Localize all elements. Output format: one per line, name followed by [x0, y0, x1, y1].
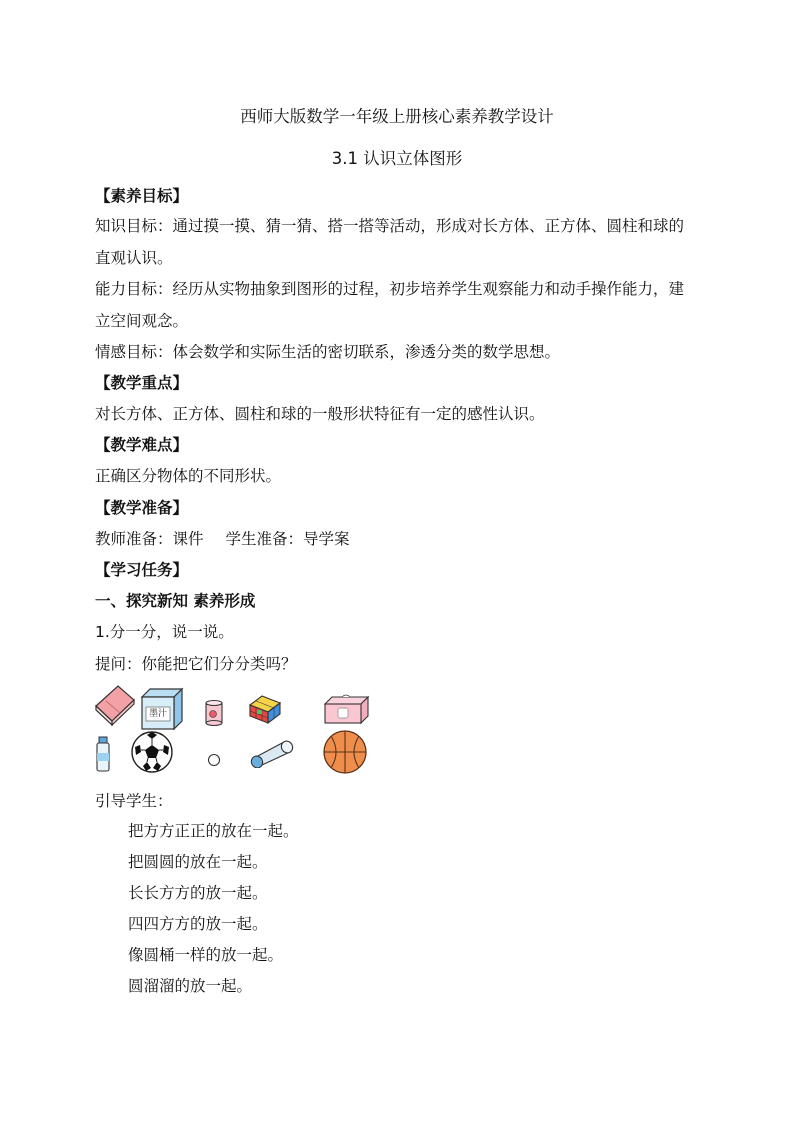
ink-bottle-label: 墨汁: [148, 709, 167, 719]
guide-item: 圆溜溜的放一起。: [128, 977, 253, 995]
guide-item: 四四方方的放一起。: [128, 915, 268, 933]
question-text: 提问：你能把它们分分类吗？: [95, 655, 297, 673]
goal-ability-line1: 能力目标：经历从实物抽象到图形的过程，初步培养学生观察能力和动手操作能力，建: [95, 280, 685, 298]
prep-student: 学生准备：导学案: [225, 530, 350, 548]
bottle-icon: [94, 735, 112, 773]
difficulty-heading: 【教学难点】: [95, 436, 189, 454]
guide-item: 把方方正正的放在一起。: [128, 822, 299, 840]
tissue-box-icon: [322, 694, 370, 724]
cylinder-roll-icon: [246, 738, 294, 768]
prep-teacher: 教师准备：课件: [95, 530, 204, 548]
preparation-line: [95, 529, 350, 549]
goal-knowledge-line2: 直观认识。: [95, 249, 173, 267]
goal-knowledge-line1: 知识目标：通过摸一摸、猜一猜、搭一搭等活动，形成对长方体、正方体、圆柱和球的: [95, 217, 685, 235]
goals-heading: 【素养目标】: [95, 187, 189, 205]
preparation-heading: 【教学准备】: [95, 499, 189, 517]
step1-text: 1.分一分，说一说。: [95, 623, 234, 641]
guide-item: 把圆圆的放在一起。: [128, 853, 268, 871]
guide-item: 像圆桶一样的放一起。: [128, 946, 284, 964]
goal-emotion: 情感目标：体会数学和实际生活的密切联系，渗透分类的数学思想。: [95, 343, 561, 361]
document-title: 西师大版数学一年级上册核心素养教学设计: [240, 107, 554, 126]
key-points-heading: 【教学重点】: [95, 374, 189, 392]
goal-ability-line2: 立空间观念。: [95, 312, 189, 330]
soccer-ball-icon: [130, 730, 174, 774]
basketball-icon: [321, 728, 369, 776]
difficulty-text: 正确区分物体的不同形状。: [95, 467, 282, 485]
lesson-subtitle: 3.1 认识立体图形: [331, 149, 463, 168]
tasks-heading: 【学习任务】: [95, 561, 189, 579]
key-points-text: 对长方体、正方体、圆柱和球的一般形状特征有一定的感性认识。: [95, 405, 545, 423]
part1-heading: 一、探究新知 素养形成: [95, 592, 256, 610]
book-icon: [92, 684, 137, 726]
small-ball-icon: [206, 752, 222, 768]
guide-item: 长长方方的放一起。: [128, 884, 268, 902]
guide-intro: 引导学生：: [95, 792, 173, 810]
rubiks-cube-icon: [248, 693, 282, 725]
can-icon: [203, 699, 225, 727]
